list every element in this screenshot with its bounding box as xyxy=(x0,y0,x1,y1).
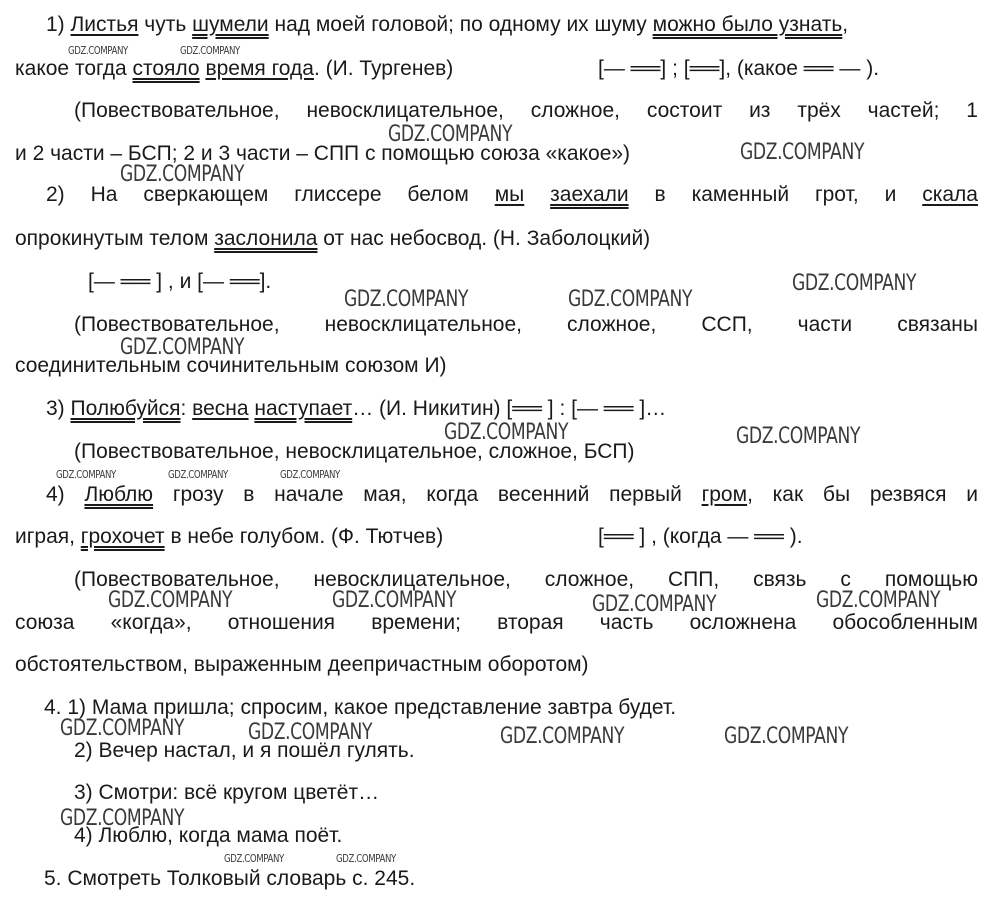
watermark: GDZ.COMPANY xyxy=(60,806,185,831)
watermark: GDZ.COMPANY xyxy=(60,716,185,741)
watermark: GDZ.COMPANY xyxy=(248,720,373,745)
text-span: , xyxy=(842,13,849,36)
watermark: GDZ.COMPANY xyxy=(56,468,116,481)
predicate-word: грохочет xyxy=(80,525,165,548)
sentence-4-line-2 xyxy=(15,524,443,550)
predicate-word: можно было узнать xyxy=(652,13,843,36)
task-5: 5. Смотреть Толковый словарь с. 245. xyxy=(44,867,416,890)
watermark: GDZ.COMPANY xyxy=(724,724,849,749)
watermark: GDZ.COMPANY xyxy=(500,724,625,749)
watermark: GDZ.COMPANY xyxy=(344,287,469,312)
predicate-word: Люблю xyxy=(84,483,154,506)
text-span: … (И. Никитин) xyxy=(352,397,507,420)
text-span: чуть xyxy=(138,13,193,36)
predicate-word: шумели xyxy=(192,13,269,36)
subject-word: гром xyxy=(701,483,748,506)
sentence-1-analysis-line-2: и 2 части – БСП; 2 и 3 части – СПП с помощью союза «какое») xyxy=(15,142,631,165)
predicate-word: Полюбуйся xyxy=(70,397,181,420)
predicate-word: заслонила xyxy=(214,227,318,250)
sentence-4-scheme: [══ ] , (когда — ══ ). xyxy=(598,525,803,548)
text-span: в небе голубом. (Ф. Тютчев) xyxy=(164,525,444,548)
watermark: GDZ.COMPANY xyxy=(336,852,396,865)
text-span: играя, xyxy=(15,525,81,548)
predicate-word: наступает xyxy=(254,397,353,420)
watermark: GDZ.COMPANY xyxy=(280,468,340,481)
watermark: GDZ.COMPANY xyxy=(180,44,240,57)
sentence-1-scheme: [— ══] ; [══], (какое ══ — ). xyxy=(598,57,880,80)
sentence-number: 4) xyxy=(46,483,85,506)
task-4-item-2: 2) Вечер настал, и я пошёл гулять. xyxy=(74,739,415,762)
watermark: GDZ.COMPANY xyxy=(388,122,513,147)
subject-word: скала xyxy=(922,183,978,206)
watermark: GDZ.COMPANY xyxy=(740,140,865,165)
text-span: , как бы резвяся и xyxy=(747,483,979,506)
sentence-4-analysis-line-2: союза «когда», отношения времени; вторая часть осложнена обособленным xyxy=(15,611,978,634)
text-span: грозу в начале мая, когда весенний первый xyxy=(153,483,702,506)
subject-word: время года xyxy=(205,57,314,80)
sentence-4-line-1 xyxy=(46,482,978,508)
watermark: GDZ.COMPANY xyxy=(68,44,128,57)
text-span: над моей головой; по одному их шуму xyxy=(268,13,653,36)
sentence-1-line-1 xyxy=(46,12,848,38)
watermark: GDZ.COMPANY xyxy=(332,588,457,613)
watermark: GDZ.COMPANY xyxy=(816,588,941,613)
sentence-number: 3) xyxy=(46,397,71,420)
sentence-2-scheme: [— ══ ] , и [— ══]. xyxy=(88,270,272,293)
text-span: : xyxy=(180,397,193,420)
sentence-number: 1) xyxy=(46,13,71,36)
watermark: GDZ.COMPANY xyxy=(592,592,717,617)
sentence-2-line-2 xyxy=(15,226,650,252)
sentence-4-analysis-line-1: (Повествовательное, невосклицательное, сложное, СПП, связь с помощью xyxy=(74,568,978,591)
text-span: опрокинутым телом xyxy=(15,227,215,250)
predicate-word: стояло xyxy=(132,57,200,80)
sentence-1-line-2 xyxy=(15,56,453,82)
sentence-3-scheme: [══ ] : [— ══ ]… xyxy=(506,397,667,420)
sentence-3-line-1 xyxy=(46,396,666,422)
sentence-4-analysis-line-3: обстоятельством, выраженным деепричастным оборотом) xyxy=(15,653,589,676)
watermark: GDZ.COMPANY xyxy=(224,852,284,865)
watermark: GDZ.COMPANY xyxy=(120,335,245,360)
watermark: GDZ.COMPANY xyxy=(108,588,233,613)
watermark: GDZ.COMPANY xyxy=(168,468,228,481)
watermark: GDZ.COMPANY xyxy=(792,271,917,296)
sentence-2-analysis-line-2: соединительным сочинительным союзом И) xyxy=(15,354,447,377)
text-span: . (И. Тургенев) xyxy=(313,57,454,80)
text-span: 2) На сверкающем глиссере белом xyxy=(46,183,495,206)
subject-word: мы xyxy=(494,183,525,206)
watermark: GDZ.COMPANY xyxy=(568,287,693,312)
subject-word: Листья xyxy=(70,13,139,36)
task-4-item-4: 4) Люблю, когда мама поёт. xyxy=(74,824,343,847)
text-span: какое тогда xyxy=(15,57,133,80)
text-span: в каменный грот, и xyxy=(628,183,923,206)
task-4-item-3: 3) Смотри: всё кругом цветёт… xyxy=(74,781,380,804)
sentence-3-analysis: (Повествовательное, невосклицательное, сложное, БСП) xyxy=(74,440,635,463)
predicate-word: заехали xyxy=(550,183,629,206)
sentence-1-analysis-line-1: (Повествовательное, невосклицательное, сложное, состоит из трёх частей; 1 xyxy=(74,99,978,122)
text-span xyxy=(524,183,550,206)
watermark: GDZ.COMPANY xyxy=(736,424,861,449)
task-4-item-1: 4. 1) Мама пришла; спросим, какое представление завтра будет. xyxy=(44,696,677,719)
sentence-2-analysis-line-1: (Повествовательное, невосклицательное, сложное, ССП, части связаны xyxy=(74,313,978,336)
watermark: GDZ.COMPANY xyxy=(120,162,245,187)
watermark: GDZ.COMPANY xyxy=(444,420,569,445)
text-span: от нас небосвод. (Н. Заболоцкий) xyxy=(317,227,651,250)
subject-word: весна xyxy=(192,397,249,420)
